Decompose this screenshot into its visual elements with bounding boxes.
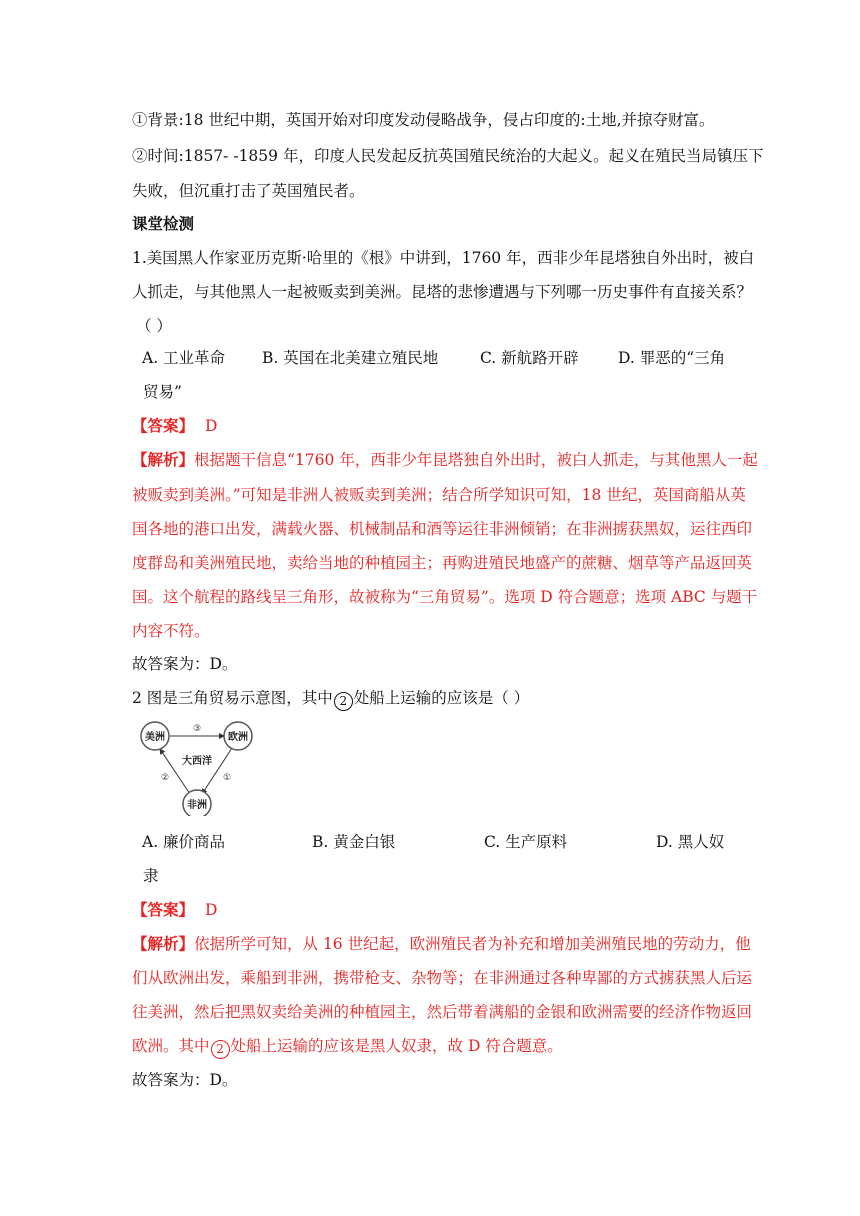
q2-stem bbox=[132, 688, 529, 711]
q1-stem-line-1: 1.美国黑人作家亚历克斯·哈里的《根》中讲到，1760 年，西非少年昆塔独自外出时，被白 bbox=[132, 249, 755, 267]
q2-stem-before: 2 图是三角贸易示意图，其中 bbox=[132, 689, 333, 707]
q1-option-c: C. 新航路开辟 bbox=[480, 349, 579, 367]
triangle-trade-diagram bbox=[136, 716, 260, 816]
q2-analysis-line-3: 往美洲，然后把黑奴卖给美洲的种植园主，然后带着满船的金银和欧洲需要的经济作物返回 bbox=[132, 1003, 753, 1021]
q2-answer bbox=[132, 900, 217, 920]
europe-label: 欧洲 bbox=[228, 732, 248, 743]
america-label: 美洲 bbox=[145, 732, 165, 743]
q1-analysis-text-1: 根据题干信息“1760 年，西非少年昆塔独自外出时，被白人抓走，与其他黑人一起 bbox=[194, 451, 758, 469]
q1-answer-label: 【答案】 bbox=[132, 416, 195, 435]
q1-option-d: D. 罪恶的“三角 bbox=[618, 349, 726, 367]
q2-analysis-last-before: 欧洲。其中 bbox=[132, 1037, 210, 1055]
ocean-label: 大西洋 bbox=[182, 756, 212, 767]
q2-answer-label: 【答案】 bbox=[132, 900, 195, 919]
q2-analysis-circle: 2 bbox=[211, 1040, 230, 1059]
route-2-label: ② bbox=[160, 773, 170, 783]
q2-option-b: B. 黄金白银 bbox=[312, 833, 396, 851]
q1-stem-line-3: （ ） bbox=[136, 317, 172, 335]
africa-label: 非洲 bbox=[187, 800, 207, 811]
background-line-1: ①背景:18 世纪中期，英国开始对印度发动侵略战争，侵占印度的:土地,并掠夺财富。 bbox=[132, 111, 715, 129]
q2-conclusion: 故答案为：D。 bbox=[132, 1071, 238, 1089]
q1-stem-line-2: 人抓走，与其他黑人一起被贩卖到美洲。昆塔的悲惨遭遇与下列哪一历史事件有直接关系？ bbox=[132, 283, 753, 301]
q2-answer-value: D bbox=[204, 901, 218, 919]
q1-analysis-line-3: 国各地的港口出发，满载火器、机械制品和酒等运往非洲倾销；在非洲掳获黑奴，运往西印 bbox=[132, 520, 753, 538]
background-line-2: ②时间:1857- -1859 年，印度人民发起反抗英国殖民统治的大起义。起义在殖民当局镇压下 bbox=[132, 147, 764, 165]
q2-option-d-wrap: 隶 bbox=[143, 867, 159, 885]
q1-option-d-wrap: 贸易” bbox=[143, 383, 182, 401]
q1-answer bbox=[132, 416, 217, 436]
q2-analysis-line-1 bbox=[132, 934, 751, 954]
q1-analysis-line-4: 度群岛和美洲殖民地，卖给当地的种植园主；再购进殖民地盛产的蔗糖、烟草等产品返回英 bbox=[132, 554, 753, 572]
background-line-3: 失败，但沉重打击了英国殖民者。 bbox=[132, 182, 365, 200]
q2-option-d: D. 黑人奴 bbox=[656, 833, 725, 851]
q1-analysis-line-6: 内容不符。 bbox=[132, 622, 210, 640]
q1-analysis-line-1 bbox=[132, 450, 758, 470]
q1-conclusion: 故答案为：D。 bbox=[132, 655, 238, 673]
q1-analysis-label: 【解析】 bbox=[132, 450, 195, 469]
q2-analysis-line-2: 们从欧洲出发，乘船到非洲，携带枪支、杂物等；在非洲通过各种卑鄙的方式掳获黑人后运 bbox=[132, 969, 753, 987]
q2-analysis-last-after: 处船上运输的应该是黑人奴隶，故 D 符合题意。 bbox=[230, 1037, 563, 1055]
q2-option-c: C. 生产原料 bbox=[484, 833, 568, 851]
q2-analysis-text-1: 依据所学可知，从 16 世纪起，欧洲殖民者为补充和增加美洲殖民地的劳动力，他 bbox=[194, 935, 751, 953]
q2-stem-circle: 2 bbox=[334, 692, 353, 711]
route-3-label: ③ bbox=[192, 724, 202, 734]
q1-analysis-line-2: 被贩卖到美洲。”可知是非洲人被贩卖到美洲；结合所学知识可知，18 世纪，英国商船从英 bbox=[132, 486, 746, 504]
q1-option-a: A. 工业革命 bbox=[142, 349, 226, 367]
q2-analysis-label: 【解析】 bbox=[132, 934, 195, 953]
section-title: 课堂检测 bbox=[132, 214, 195, 233]
q2-stem-after: 处船上运输的应该是（ ） bbox=[353, 689, 530, 707]
q1-analysis-line-5: 国。这个航程的路线呈三角形，故被称为“三角贸易”。选项 D 符合题意；选项 ABC 与题干 bbox=[132, 588, 758, 606]
q2-analysis-line-4 bbox=[132, 1036, 563, 1059]
route-1-label: ① bbox=[222, 773, 232, 783]
route-1-arrow bbox=[202, 748, 232, 794]
q1-option-b: B. 英国在北美建立殖民地 bbox=[262, 349, 439, 367]
q1-answer-value: D bbox=[204, 417, 218, 435]
q2-option-a: A. 廉价商品 bbox=[142, 833, 226, 851]
